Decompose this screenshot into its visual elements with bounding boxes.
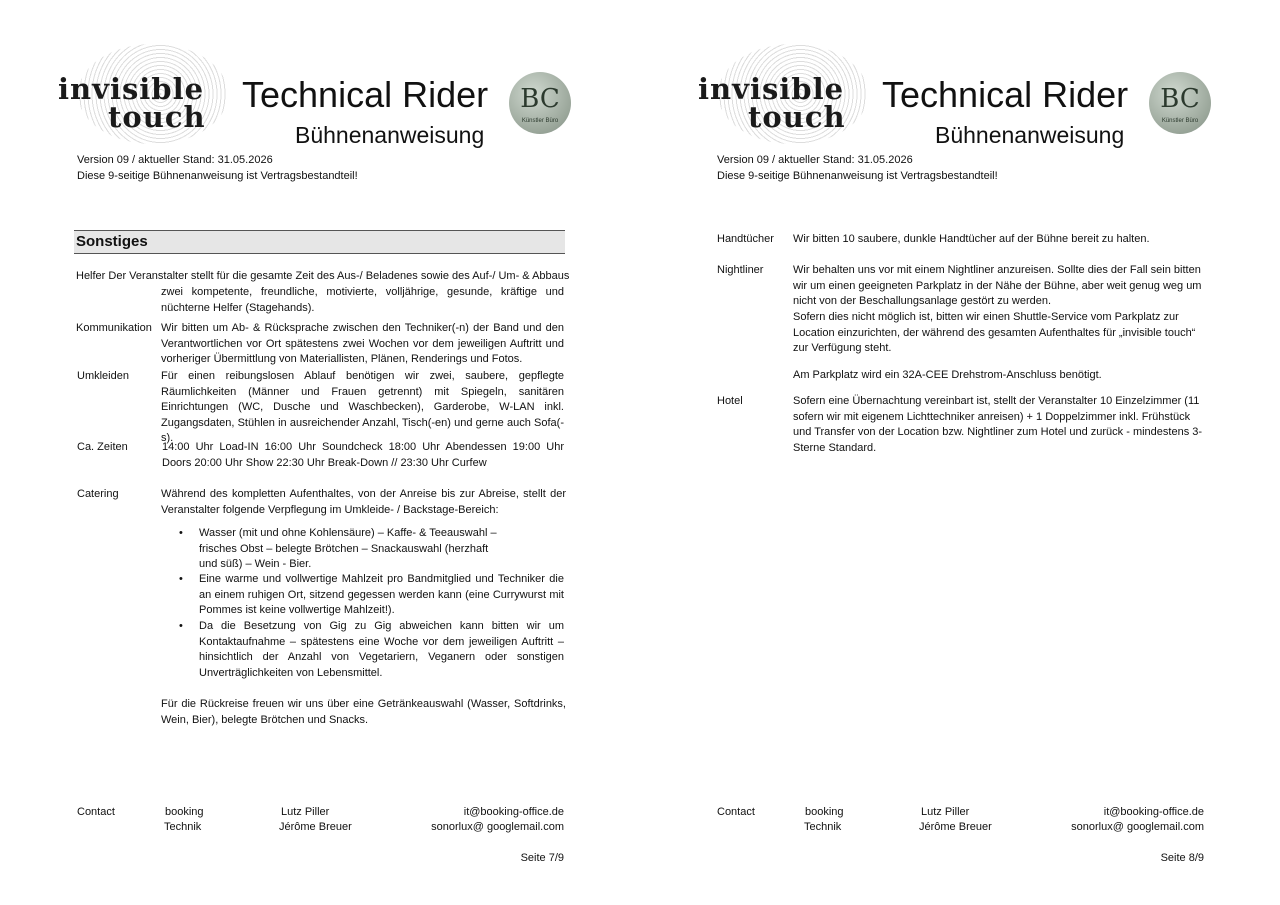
section-title: Sonstiges xyxy=(76,233,148,250)
document-title: Technical Rider xyxy=(882,74,1129,115)
badge-letters: BC xyxy=(1160,84,1200,114)
handtuecher-text: Wir bitten 10 saubere, dunkle Handtücher auf der Bühne bereit zu halten. xyxy=(793,233,1150,245)
footer-email-technik[interactable]: sonorlux@ googlemail.com xyxy=(431,821,564,833)
catering-bullet-3: Da die Besetzung von Gig zu Gig abweichen kann bitten wir um Kontaktaufnahme – spätestens eine Woche vor dem jeweiligen Auftritt – hinsichtlich der Anzahl von Vegetariern, Veganern oder sonstigen Unverträglichkeiten von Lebensmittel. xyxy=(199,620,564,679)
umkleiden-text: Für einen reibungslosen Ablauf benötigen wir zwei, saubere, gepflegte Räumlichkeiten (Männer und Frauen getrennt) mit Spiegeln, sanitären Einrichtungen (WC, Dusche und Waschbecken), Garderobe, W-LAN inkl. Zugangsdaten, Stühlen in ausreichender Anzahl, Tisch(-en) und gerne auch Sofa(-s). xyxy=(161,370,564,445)
section-heading xyxy=(74,230,565,254)
badge-letters: BC xyxy=(520,84,560,114)
document-subtitle: Bühnenanweisung xyxy=(295,122,485,148)
footer-name-booking: Lutz Piller xyxy=(921,806,970,818)
version-line: Version 09 / aktueller Stand: 31.05.2026 xyxy=(717,154,913,166)
version-line: Version 09 / aktueller Stand: 31.05.2026 xyxy=(77,154,273,166)
catering-bullet-1: Wasser (mit und ohne Kohlensäure) – Kaffe- & Teeauswahl – frisches Obst – belegte Brötchen – Snackauswahl (herzhaft und süß) – Wein - Bier. xyxy=(199,527,497,571)
nightliner-text-3: Am Parkplatz wird ein 32A-CEE Drehstrom-Anschluss benötigt. xyxy=(793,369,1102,381)
catering-text: Während des kompletten Aufenthaltes, von der Anreise bis zur Abreise, stellt der Veranstalter folgende Verpflegung im Umkleide- / Backstage-Bereich: xyxy=(161,488,566,516)
handtuecher-label: Handtücher xyxy=(717,233,774,245)
agency-badge xyxy=(1149,72,1211,134)
nightliner-label: Nightliner xyxy=(717,264,764,276)
document-title: Technical Rider xyxy=(242,74,489,115)
kommunikation-label: Kommunikation xyxy=(76,322,152,334)
footer-role-technik: Technik xyxy=(804,821,842,833)
logo-word-2: touch xyxy=(748,100,846,134)
page-number: Seite 7/9 xyxy=(520,852,564,864)
contract-note: Diese 9-seitige Bühnenanweisung ist Vertragsbestandteil! xyxy=(717,170,998,182)
bullet-dot: • xyxy=(179,620,183,632)
document-subtitle: Bühnenanweisung xyxy=(935,122,1125,148)
band-logo xyxy=(696,44,872,144)
zeiten-label: Ca. Zeiten xyxy=(77,441,128,453)
badge-text: Künstler Büro xyxy=(521,118,559,124)
badge-text: Künstler Büro xyxy=(1161,118,1199,124)
hotel-label: Hotel xyxy=(717,395,743,407)
bullet-dot: • xyxy=(179,527,183,539)
footer-role-booking: booking xyxy=(805,806,844,818)
logo-word-1: invisible xyxy=(58,72,205,106)
bullet-dot: • xyxy=(179,573,183,585)
footer-email-booking[interactable]: it@booking-office.de xyxy=(463,806,564,818)
footer-role-technik: Technik xyxy=(164,821,202,833)
footer-name-technik: Jérôme Breuer xyxy=(919,821,992,833)
agency-badge xyxy=(509,72,571,134)
helfer-text: Helfer Der Veranstalter stellt für die gesamte Zeit des Aus-/ Beladenes sowie des Auf-/ Um- & Abbaus xyxy=(76,270,570,282)
footer-name-technik: Jérôme Breuer xyxy=(279,821,352,833)
catering-bullet-2: Eine warme und vollwertige Mahlzeit pro Bandmitglied und Techniker die an einem ruhigen Ort, sitzend gegessen werden kann (eine Currywurst mit Pommes ist keine vollwertige Mahlzeit!). xyxy=(199,573,564,617)
rueckreise-text: Für die Rückreise freuen wir uns über eine Getränkeauswahl (Wasser, Softdrinks, Wein, Bier), belegte Brötchen und Snacks. xyxy=(161,698,566,726)
zeiten-text: 14:00 Uhr Load-IN 16:00 Uhr Soundcheck 18:00 Uhr Abendessen 19:00 Uhr Doors 20:00 Uhr Show 22:30 Uhr Break-Down // 23:30 Uhr Curfew xyxy=(162,441,564,469)
logo-word-1: invisible xyxy=(698,72,845,106)
footer-role-booking: booking xyxy=(165,806,204,818)
kommunikation-text: Wir bitten um Ab- & Rücksprache zwischen den Techniker(-n) der Band und den Verantwortlichen vor Ort spätestens zwei Wochen vor dem jeweiligen Auftritt und vorheriger Übermittlung von Materiallisten, Plänen, Renderings und Fotos. xyxy=(161,322,564,366)
nightliner-text-2: Sofern dies nicht möglich ist, bitten wir einen Shuttle-Service vom Parkplatz zur Location einzurichten, der während des gesamten Aufenthaltes für „invisible touch“ zur Verfügung steht. xyxy=(793,311,1196,355)
catering-label: Catering xyxy=(77,488,119,500)
logo-word-2: touch xyxy=(108,100,206,134)
footer-name-booking: Lutz Piller xyxy=(281,806,330,818)
band-logo xyxy=(56,44,232,144)
footer-email-technik[interactable]: sonorlux@ googlemail.com xyxy=(1071,821,1204,833)
footer-contact-label: Contact xyxy=(717,806,755,818)
page-8 xyxy=(640,0,1280,905)
helfer-continuation: zwei kompetente, freundliche, motivierte, volljährige, gesunde, kräftige und nüchterne Helfer (Stagehands). xyxy=(161,286,564,314)
footer-contact-label: Contact xyxy=(77,806,115,818)
hotel-text: Sofern eine Übernachtung vereinbart ist, stellt der Veranstalter 10 Einzelzimmer (11 sofern wir mit eigenem Lichttechniker anreisen) + 1 Doppelzimmer inkl. Frühstück und Transfer von der Location bzw. Nightliner zum Hotel und zurück - mindestens 3-Sterne Standard. xyxy=(793,395,1203,454)
umkleiden-label: Umkleiden xyxy=(77,370,129,382)
footer-email-booking[interactable]: it@booking-office.de xyxy=(1103,806,1204,818)
page-number: Seite 8/9 xyxy=(1160,852,1204,864)
nightliner-text-1: Wir behalten uns vor mit einem Nightliner anzureisen. Sollte dies der Fall sein bitten wir um einen geeigneten Parkplatz in der Nähe der Bühne, aber weit genug weg um nicht von der Beschallungsanlage gestört zu werden. xyxy=(793,264,1202,308)
contract-note: Diese 9-seitige Bühnenanweisung ist Vertragsbestandteil! xyxy=(77,170,358,182)
